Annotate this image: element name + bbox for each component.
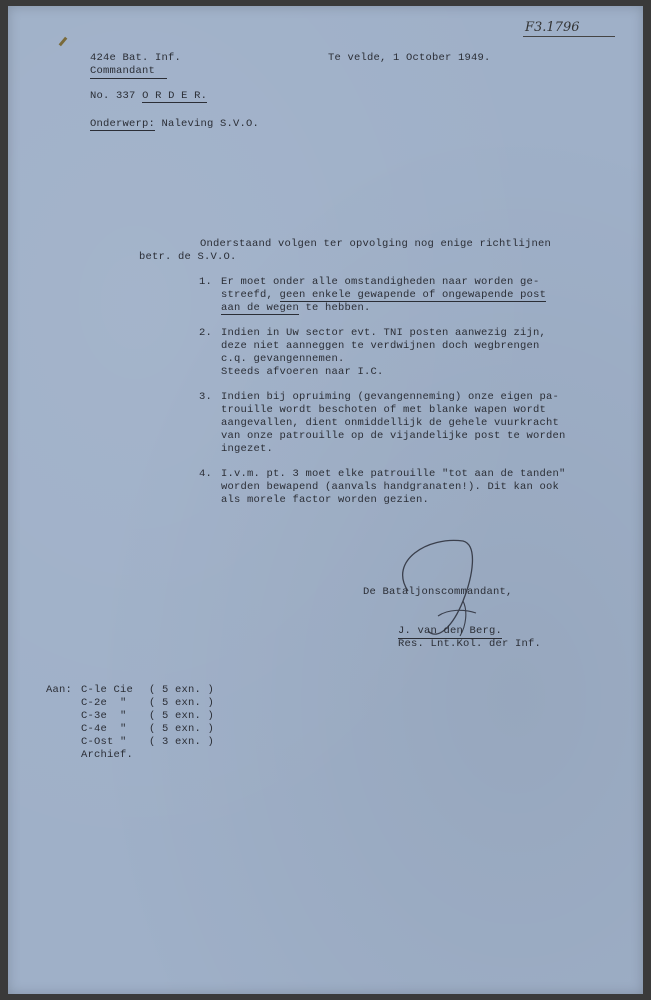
pencil-tick-mark bbox=[59, 37, 68, 47]
distribution-unit: C-2e " bbox=[81, 697, 127, 709]
distribution-unit: C-Ost " bbox=[81, 736, 127, 748]
distribution-archive: Archief. bbox=[81, 749, 134, 761]
order-type: O R D E R. bbox=[142, 90, 208, 102]
distribution-label: Aan: bbox=[46, 684, 73, 696]
item-2-line-1: Indien in Uw sector evt. TNI posten aanwezig zijn, bbox=[221, 327, 547, 339]
intro-line-2: betr. de S.V.O. bbox=[139, 251, 237, 263]
archive-reference-underline bbox=[523, 36, 615, 37]
order-number: 337 bbox=[116, 90, 136, 102]
distribution-copies: ( 5 exn. ) bbox=[149, 723, 215, 735]
signature-name: J. van den Berg. bbox=[398, 625, 503, 637]
item-3-line-5: ingezet. bbox=[221, 443, 274, 455]
place-date: Te velde, 1 October 1949. bbox=[328, 52, 491, 64]
item-4-line-3: als morele factor worden gezien. bbox=[221, 494, 430, 506]
item-2-line-2: deze niet aanneggen te verdwijnen doch wegbrengen bbox=[221, 340, 540, 352]
item-1-line-2: streefd, geen enkele gewapende of ongewapende post bbox=[221, 289, 547, 301]
item-4-line-2: worden bewapend (aanvals handgranaten!). Dit kan ook bbox=[221, 481, 560, 493]
distribution-copies: ( 5 exn. ) bbox=[149, 697, 215, 709]
item-3-line-1: Indien bij opruiming (gevangenneming) onze eigen pa- bbox=[221, 391, 560, 403]
item-3-number: 3. bbox=[199, 391, 213, 403]
commander-label: Commandant bbox=[90, 65, 167, 79]
item-3-line-4: van onze patrouille op de vijandelijke post te worden bbox=[221, 430, 566, 442]
item-3-line-3: aangevallen, dient onmiddellijk de gehele vuurkracht bbox=[221, 417, 560, 429]
number-label: No. bbox=[90, 90, 110, 102]
subject-text: Naleving S.V.O. bbox=[161, 118, 260, 130]
order-number-line bbox=[90, 90, 207, 103]
distribution-copies: ( 3 exn. ) bbox=[149, 736, 215, 748]
distribution-unit: C-3e " bbox=[81, 710, 127, 722]
unit-name: 424e Bat. Inf. bbox=[90, 52, 182, 64]
signature-role: De Bataljonscommandant, bbox=[363, 586, 513, 598]
item-4-number: 4. bbox=[199, 468, 213, 480]
intro-line-1: Onderstaand volgen ter opvolging nog enige richtlijnen bbox=[200, 238, 552, 250]
archive-reference: F3.1796 bbox=[525, 20, 580, 35]
item-2-line-4: Steeds afvoeren naar I.C. bbox=[221, 366, 384, 378]
distribution-unit: C-le Cie bbox=[81, 684, 134, 696]
item-4-line-1: I.v.m. pt. 3 moet elke patrouille "tot aan de tanden" bbox=[221, 468, 566, 480]
item-1-line-1: Er moet onder alle omstandigheden naar worden ge- bbox=[221, 276, 540, 288]
document-page bbox=[8, 6, 643, 994]
item-1-number: 1. bbox=[199, 276, 213, 288]
item-3-line-2: trouille wordt beschoten of met blanke wapen wordt bbox=[221, 404, 547, 416]
item-1-line-3: aan de wegen te hebben. bbox=[221, 302, 371, 314]
distribution-copies: ( 5 exn. ) bbox=[149, 684, 215, 696]
distribution-unit: C-4e " bbox=[81, 723, 127, 735]
item-2-line-3: c.q. gevangennemen. bbox=[221, 353, 345, 365]
item-2-number: 2. bbox=[199, 327, 213, 339]
distribution-copies: ( 5 exn. ) bbox=[149, 710, 215, 722]
item-1-underlined-phrase: geen enkele gewapende of ongewapende post bbox=[279, 289, 547, 301]
subject-label: Onderwerp: bbox=[90, 118, 156, 130]
signature-rank: Res. Lnt.Kol. der Inf. bbox=[398, 638, 542, 650]
subject-line bbox=[90, 118, 259, 131]
